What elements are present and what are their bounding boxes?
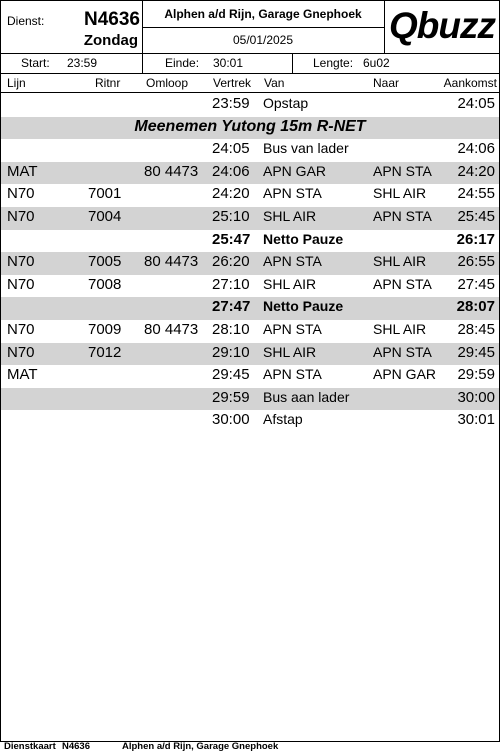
cell-van: SHL AIR: [263, 343, 317, 360]
col-omloop: Omloop: [146, 76, 189, 90]
cell-van: APN STA: [263, 253, 322, 270]
cell-naar: APN STA: [373, 275, 432, 292]
cell-lijn: N70: [7, 275, 35, 293]
col-lijn: Lijn: [7, 76, 26, 90]
cell-aankomst: 26:17: [456, 230, 495, 248]
table-row: [1, 94, 499, 117]
cell-aankomst: 29:59: [457, 366, 495, 384]
cell-vertrek: 28:10: [212, 320, 250, 338]
cell-aankomst: 25:45: [457, 207, 495, 225]
dienst-day: Zondag: [83, 32, 138, 49]
table-row: [1, 343, 499, 366]
footer-location: Alphen a/d Rijn, Garage Gnephoek: [122, 741, 279, 752]
cell-aankomst: 24:20: [457, 162, 495, 180]
cell-naar: SHL AIR: [373, 320, 427, 337]
cell-vertrek: 24:06: [212, 162, 250, 180]
col-vertrek: Vertrek: [213, 76, 252, 90]
table-row: [1, 320, 499, 343]
footer-number: N4636: [62, 741, 90, 752]
cell-vertrek: 27:10: [212, 275, 250, 293]
dienst-label: Dienst:: [7, 14, 45, 28]
cell-aankomst: 24:06: [457, 140, 495, 158]
cell-naar: SHL AIR: [373, 185, 427, 202]
cell-vertrek: 23:59: [212, 95, 250, 112]
qbuzz-logo: Qbuzz: [389, 5, 495, 46]
location-text: Alphen a/d Rijn, Garage Gnephoek: [164, 7, 362, 21]
date-text: 05/01/2025: [232, 33, 294, 47]
cell-omloop: 80 4473: [144, 162, 199, 180]
cell-vertrek: 26:20: [212, 253, 250, 271]
cell-ritnr: 7012: [88, 343, 122, 361]
cell-van: APN GAR: [263, 162, 327, 179]
table-row: [1, 162, 499, 185]
table-row: [1, 230, 499, 253]
cell-omloop: 80 4473: [144, 253, 199, 271]
cell-aankomst: 28:45: [457, 320, 495, 338]
cell-van: Bus van lader: [263, 140, 349, 157]
cell-van: Bus aan lader: [263, 388, 350, 405]
cell-vertrek: 29:45: [212, 366, 250, 384]
cell-ritnr: 7004: [88, 207, 122, 225]
start-label: Start:: [21, 56, 50, 70]
cell-lijn: MAT: [7, 366, 38, 384]
table-row: [1, 275, 499, 298]
col-aankomst: Aankomst: [443, 76, 497, 90]
cell-van: Opstap: [263, 95, 309, 111]
cell-omloop: 80 4473: [144, 320, 199, 338]
summary-row: [1, 54, 499, 74]
cell-aankomst: 28:07: [456, 298, 495, 316]
end-value: 30:01: [213, 56, 244, 70]
section-title-row: [1, 117, 499, 140]
cell-aankomst: 30:01: [457, 411, 495, 429]
date-box: [142, 28, 385, 53]
column-header: [1, 74, 499, 93]
end-label: Einde:: [165, 56, 200, 70]
cell-vertrek: 25:47: [212, 230, 251, 248]
cell-naar: APN STA: [373, 162, 432, 179]
cell-aankomst: 30:00: [457, 388, 495, 406]
cell-naar: APN GAR: [373, 366, 437, 383]
footer-label: Dienstkaart: [4, 741, 56, 752]
cell-aankomst: 26:55: [457, 253, 495, 271]
table-row: [1, 410, 499, 433]
cell-ritnr: 7001: [88, 185, 122, 203]
dienst-number: N4636: [84, 9, 140, 30]
start-value: 23:59: [67, 56, 98, 70]
cell-van: Netto Pauze: [263, 230, 344, 247]
cell-van: Netto Pauze: [263, 298, 344, 315]
summary-divider: [142, 54, 143, 73]
cell-van: Afstap: [263, 411, 303, 428]
col-ritnr: Ritnr: [95, 76, 121, 90]
cell-van: APN STA: [263, 185, 322, 202]
table-row: [1, 252, 499, 275]
summary-divider: [292, 54, 293, 73]
table-row: [1, 388, 499, 411]
cell-lijn: MAT: [7, 162, 38, 180]
cell-vertrek: 27:47: [212, 298, 251, 316]
table-row: [1, 297, 499, 320]
cell-lijn: N70: [7, 253, 35, 271]
col-naar: Naar: [373, 76, 400, 90]
section-title: Meenemen Yutong 15m R-NET: [134, 117, 366, 135]
length-value: 6u02: [363, 56, 390, 70]
cell-ritnr: 7008: [88, 275, 122, 293]
length-label: Lengte:: [313, 56, 354, 70]
table-row: [1, 184, 499, 207]
table-row: [1, 207, 499, 230]
cell-aankomst: 24:55: [457, 185, 495, 203]
cell-van: APN STA: [263, 366, 322, 383]
header: [1, 1, 499, 54]
cell-naar: SHL AIR: [373, 253, 427, 270]
table-row: [1, 139, 499, 162]
cell-aankomst: 29:45: [457, 343, 495, 361]
col-van: Van: [264, 76, 285, 90]
cell-vertrek: 29:10: [212, 343, 250, 361]
cell-ritnr: 7005: [88, 253, 122, 271]
cell-lijn: N70: [7, 343, 35, 361]
cell-vertrek: 29:59: [212, 388, 250, 406]
cell-van: SHL AIR: [263, 207, 317, 224]
cell-lijn: N70: [7, 185, 35, 203]
cell-van: SHL AIR: [263, 275, 317, 292]
cell-van: APN STA: [263, 320, 322, 337]
cell-naar: APN STA: [373, 207, 432, 224]
table-row: [1, 365, 499, 388]
cell-ritnr: 7009: [88, 320, 122, 338]
cell-naar: APN STA: [373, 343, 432, 360]
cell-aankomst: 24:05: [457, 95, 495, 112]
cell-vertrek: 25:10: [212, 207, 250, 225]
cell-lijn: N70: [7, 207, 35, 225]
dienst-box: [1, 1, 143, 53]
schedule-table: [1, 94, 499, 433]
cell-vertrek: 30:00: [212, 411, 250, 429]
location-box: [142, 1, 385, 28]
cell-vertrek: 24:20: [212, 185, 250, 203]
cell-lijn: N70: [7, 320, 35, 338]
cell-vertrek: 24:05: [212, 140, 250, 158]
cell-aankomst: 27:45: [457, 275, 495, 293]
